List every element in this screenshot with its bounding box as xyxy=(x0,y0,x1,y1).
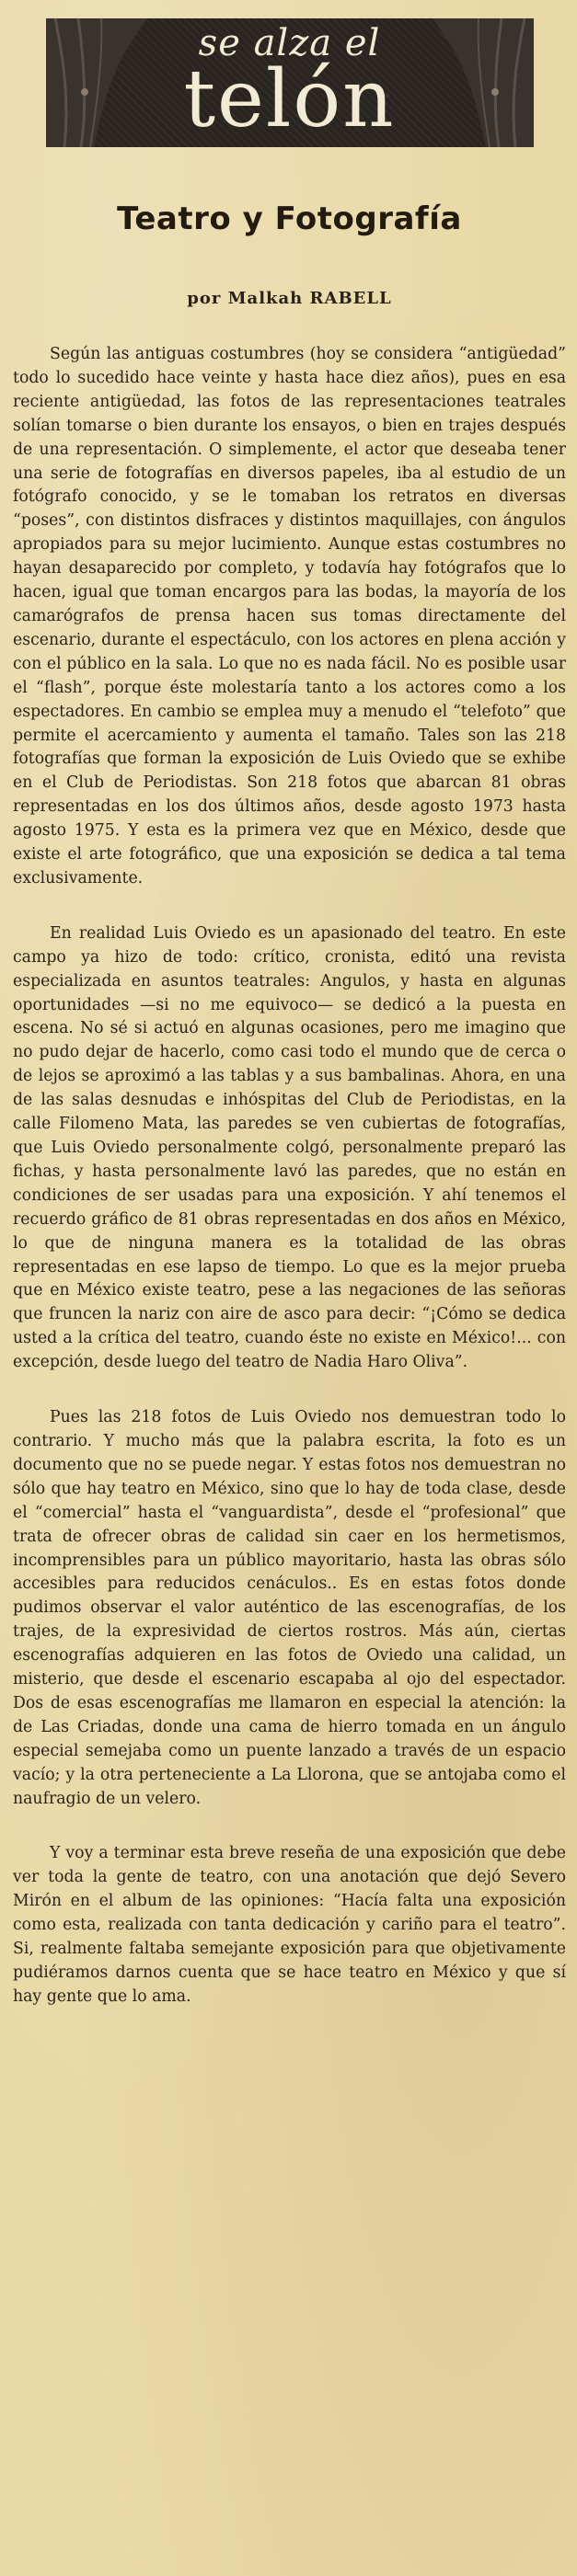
banner-big-text: telón xyxy=(183,53,396,145)
article-title: Teatro y Fotografía xyxy=(117,200,462,237)
column-header-banner xyxy=(46,18,534,147)
article-paragraph-4: Y voy a terminar esta breve reseña de una exposición que debe ver toda la gente de teatro, con una anotación que dejó Severo Mirón en el album de las opiniones: “Hacía falta una exposición como esta, realizada con tanta dedicación y cariño para el teatro”. Si, realmente faltaba semejante exposición para que objetivamente pudiéramos darnos cuenta que se hace teatro en México y que sí hay gente que lo ama. xyxy=(13,1844,566,2006)
article-paragraph-1: Según las antiguas costumbres (hoy se considera “antigüedad” todo lo sucedido hace veinte y hasta hace diez años), pues en esa reciente antigüedad, las fotos de las representaciones teatrales solían tomarse o bien durante los ensayos, o bien en trajes después de una representación. O simplemente, el actor que deseaba tener una serie de fotografías en diversos papeles, iba al estudio de un fotógrafo conocido, y se le tomaban los retratos en diversas “poses”, con distintos disfraces y distintos maquillajes, con ángulos apropiados para su mejor lucimiento. Aunque estas costumbres no hayan desaparecido por completo, y todavía hay fotógrafos que lo hacen, igual que toman encargos para las bodas, la mayoría de los camarógrafos de prensa hacen sus tomas directamente del escenario, durante el espectáculo, con los actores en plena acción y con el público en la sala. Lo que no es nada fácil. No es posible usar el “flash”, porque éste molestaría tanto a los actores como a los espectadores. En cambio se emplea muy a menudo el “telefoto” que permite el acercamiento y aumenta el tamaño. Tales son las 218 fotografías que forman la exposición de Luis Oviedo que se exhibe en el Club de Periodistas. Son 218 fotos que abarcan 81 obras representadas en los dos últimos años, desde agosto 1973 hasta agosto 1975. Y esta es la primera vez que en México, desde que existe el arte fotográfico, que una exposición se dedica a tal tema exclusivamente. xyxy=(13,345,566,887)
article-paragraph-3: Pues las 218 fotos de Luis Oviedo nos demuestran todo lo contrario. Y mucho más que la palabra escrita, la foto es un documento que no se puede negar. Y estas fotos nos demuestran no sólo que hay teatro en México, sino que lo hay de toda clase, desde el “comercial” hasta el “vanguardista”, desde el “profesional” que trata de ofrecer obras de calidad sin caer en los hermetismos, incomprensibles para un público mayoritario, hasta las obras sólo accesibles para reducidos cenáculos.. Es en estas fotos donde pudimos observar el valor auténtico de las escenografías, de los trajes, de la expresividad de ciertos rostros. Más aún, ciertas escenografías adquieren en las fotos de Oviedo una calidad, un misterio, que desde el escenario escapaba al ojo del espectador. Dos de esas escenografías me llamaron en especial la atención: la de Las Criadas, donde una cama de hierro tomada en un ángulo especial semejaba como un puente lanzado a través de un espacio vacío; y la otra perteneciente a La Llorona, que se antojaba como el naufragio de un velero. xyxy=(13,1408,566,1808)
article-paragraph-2: En realidad Luis Oviedo es un apasionado del teatro. En este campo ya hizo de todo: crítico, cronista, editó una revista especializada en asuntos teatrales: Angulos, y hasta en algunas oportunidades —si no me equivoco— se dedicó a la puesta en escena. No sé si actuó en algunas ocasiones, pero me imagino que no pudo dejar de hacerlo, como casi todo el mundo que de cerca o de lejos se aproximó a las tablas y a sus bambalinas. Ahora, en una de las salas desnudas e inhóspitas del Club de Periodistas, en la calle Filomeno Mata, las paredes se ven cubiertas de fotografías, que Luis Oviedo personalmente colgó, personalmente preparó las fichas, y hasta personalmente lavó las paredes, que no están en condiciones de ser usadas para una exposición. Y ahí tenemos el recuerdo gráfico de 81 obras representadas en dos años en México, lo que de ninguna manera es la totalidad de las obras representadas en ese lapso de tiempo. Lo que es la mejor prueba que en México existe teatro, pese a las negaciones de las señoras que fruncen la nariz con aire de asco para decir: “¡Cómo se dedica usted a la crítica del teatro, cuando éste no existe en México!... con excepción, desde luego del teatro de Nadia Haro Oliva”. xyxy=(13,923,566,1372)
article-byline: por Malkah RABELL xyxy=(187,289,392,308)
article-body xyxy=(13,343,566,2009)
banner-top-text: se alza el xyxy=(198,22,381,64)
